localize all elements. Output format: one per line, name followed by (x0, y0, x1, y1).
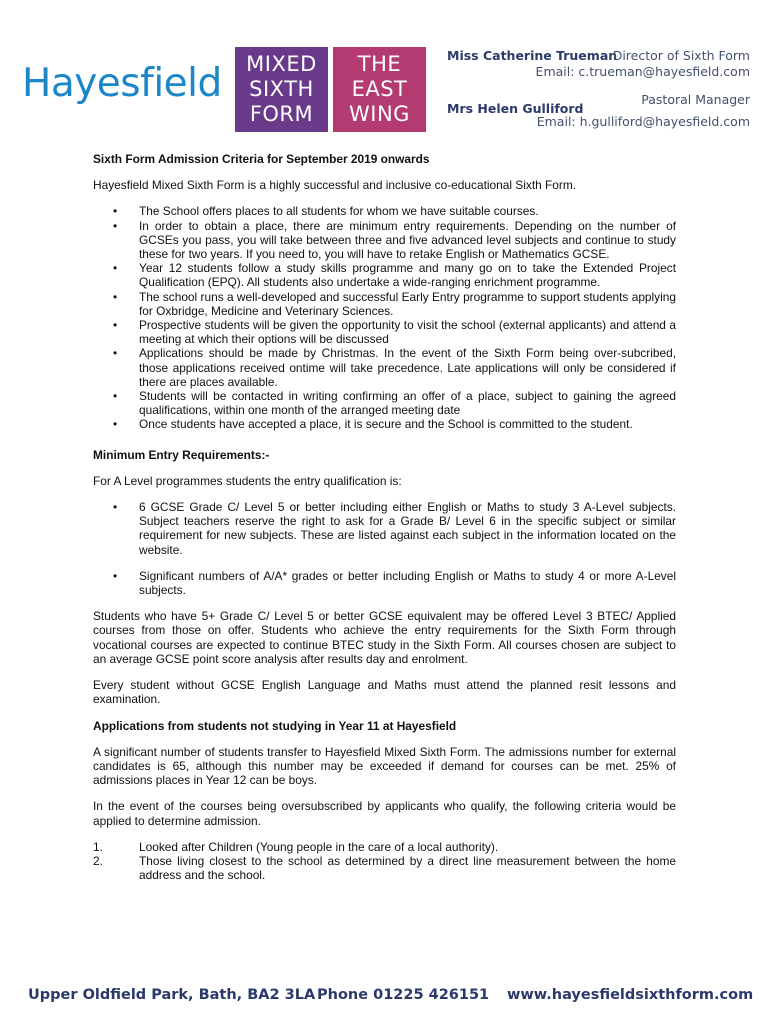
badge-line: SIXTH (249, 77, 314, 101)
list-item: • 6 GCSE Grade C/ Level 5 or better including either English or Maths to study 3 A-Level subjects. Subject teachers reserve the right to ask for a Grade B/ Level 6 in the specific subject or similar requirement for new subjects. These are listed against each subject in the information located on the website. (93, 500, 676, 557)
list-item (93, 854, 676, 882)
badge-line: EAST (351, 77, 408, 101)
external-paragraph: A significant number of students transfer to Hayesfield Mixed Sixth Form. The admissions number for external candidates is 65, although this number may be exceeded if demand for courses can be met. 25% of admissions places in Year 12 can be boys. (93, 744, 676, 788)
list-item: • In order to obtain a place, there are minimum entry requirements. Depending on the number of GCSEs you pass, you will take between three and five advanced level subjects and continue to study these for two years. If you need to, you will have to retake English or Mathematics GCSE. (93, 219, 676, 262)
list-text: Looked after Children (Young people in the care of a local authority). (139, 839, 499, 854)
east-wing-badge (333, 47, 426, 132)
intro-paragraph: Hayesfield Mixed Sixth Form is a highly successful and inclusive co-educational Sixth Form. (93, 178, 577, 193)
contact-row (447, 48, 750, 64)
list-item: • Significant numbers of A/A* grades or better including English or Maths to study 4 or more A-Level subjects. (93, 569, 676, 597)
list-item: • Prospective students will be given the opportunity to visit the school (external applicants) and attend a meeting at which their options will be discussed (93, 318, 676, 346)
list-item: • The School offers places to all students for whom we have suitable courses. (93, 204, 676, 218)
contact-role: Director of Sixth Form (612, 48, 750, 63)
contact-name: Mrs Helen Gulliford (447, 101, 584, 116)
badge-line: FORM (249, 102, 314, 126)
footer-address: Upper Oldfield Park, Bath, BA2 3LA (28, 987, 316, 1003)
list-number: 1. (93, 839, 103, 854)
footer-phone: Phone 01225 426151 (317, 987, 490, 1003)
criteria-bullet-list (93, 204, 676, 431)
contact-row (447, 64, 750, 80)
resit-paragraph: Every student without GCSE English Language and Maths must attend the planned resit lessons and examination. (93, 678, 676, 707)
list-item: • Applications should be made by Christmas. In the event of the Sixth Form being over-subcribed, those applications received ontime will take precedence. Late applications will only be considered if there are places available. (93, 346, 676, 389)
list-item: • Students will be contacted in writing confirming an offer of a place, subject to gaining the agreed qualifications, within one month of the arranged meeting date (93, 389, 676, 417)
contact-email: Email: h.gulliford@hayesfield.com (536, 114, 750, 129)
badge-line: WING (349, 102, 410, 126)
contact-name: Miss Catherine Trueman (447, 48, 618, 63)
min-entry-bullet-list (93, 500, 676, 597)
footer-website: www.hayesfieldsixthform.com (507, 987, 754, 1003)
badge-line: THE (357, 52, 402, 76)
hayesfield-logo: Hayesfield (22, 61, 222, 106)
contact-row (447, 92, 750, 116)
oversubscription-paragraph: In the event of the courses being oversubscribed by applicants who qualify, the following criteria would be applied to determine admission. (93, 799, 676, 828)
contact-role: Pastoral Manager (641, 92, 750, 107)
badge-line: MIXED (246, 52, 317, 76)
contact-email: Email: c.trueman@hayesfield.com (535, 64, 750, 79)
list-item: • The school runs a well-developed and successful Early Entry programme to support students applying for Oxbridge, Medicine and Veterinary Sciences. (93, 290, 676, 318)
list-item (93, 840, 676, 854)
min-entry-intro: For A Level programmes students the entry qualification is: (93, 473, 402, 488)
admission-criteria-list (93, 840, 676, 883)
mixed-sixth-form-badge (235, 47, 328, 132)
contact-row (447, 114, 750, 130)
list-number: 2. (93, 853, 103, 868)
document-body (93, 152, 676, 882)
list-text: Those living closest to the school as determined by a direct line measurement between the home address and the school. (139, 853, 676, 883)
list-item: • Once students have accepted a place, it is secure and the School is committed to the student. (93, 417, 676, 431)
letterhead (0, 0, 770, 140)
contact-block (447, 48, 750, 130)
external-applicants-heading: Applications from students not studying in Year 11 at Hayesfield (93, 718, 457, 733)
min-entry-heading: Minimum Entry Requirements:- (93, 447, 270, 462)
document-title: Sixth Form Admission Criteria for September 2019 onwards (93, 152, 430, 166)
footer (0, 987, 770, 1009)
btec-paragraph: Students who have 5+ Grade C/ Level 5 or better GCSE equivalent may be offered Level 3 BTEC/ Applied courses from those on offer. Students who achieve the entry requirements for the Sixth Form through vocational courses are expected to continue BTEC study in the Sixth Form. All courses chosen are subject to an average GCSE point score analysis after results day and enrolment. (93, 609, 676, 666)
list-item: • Year 12 students follow a study skills programme and many go on to take the Extended Project Qualification (EPQ). All students also undertake a wide-ranging enrichment programme. (93, 261, 676, 289)
